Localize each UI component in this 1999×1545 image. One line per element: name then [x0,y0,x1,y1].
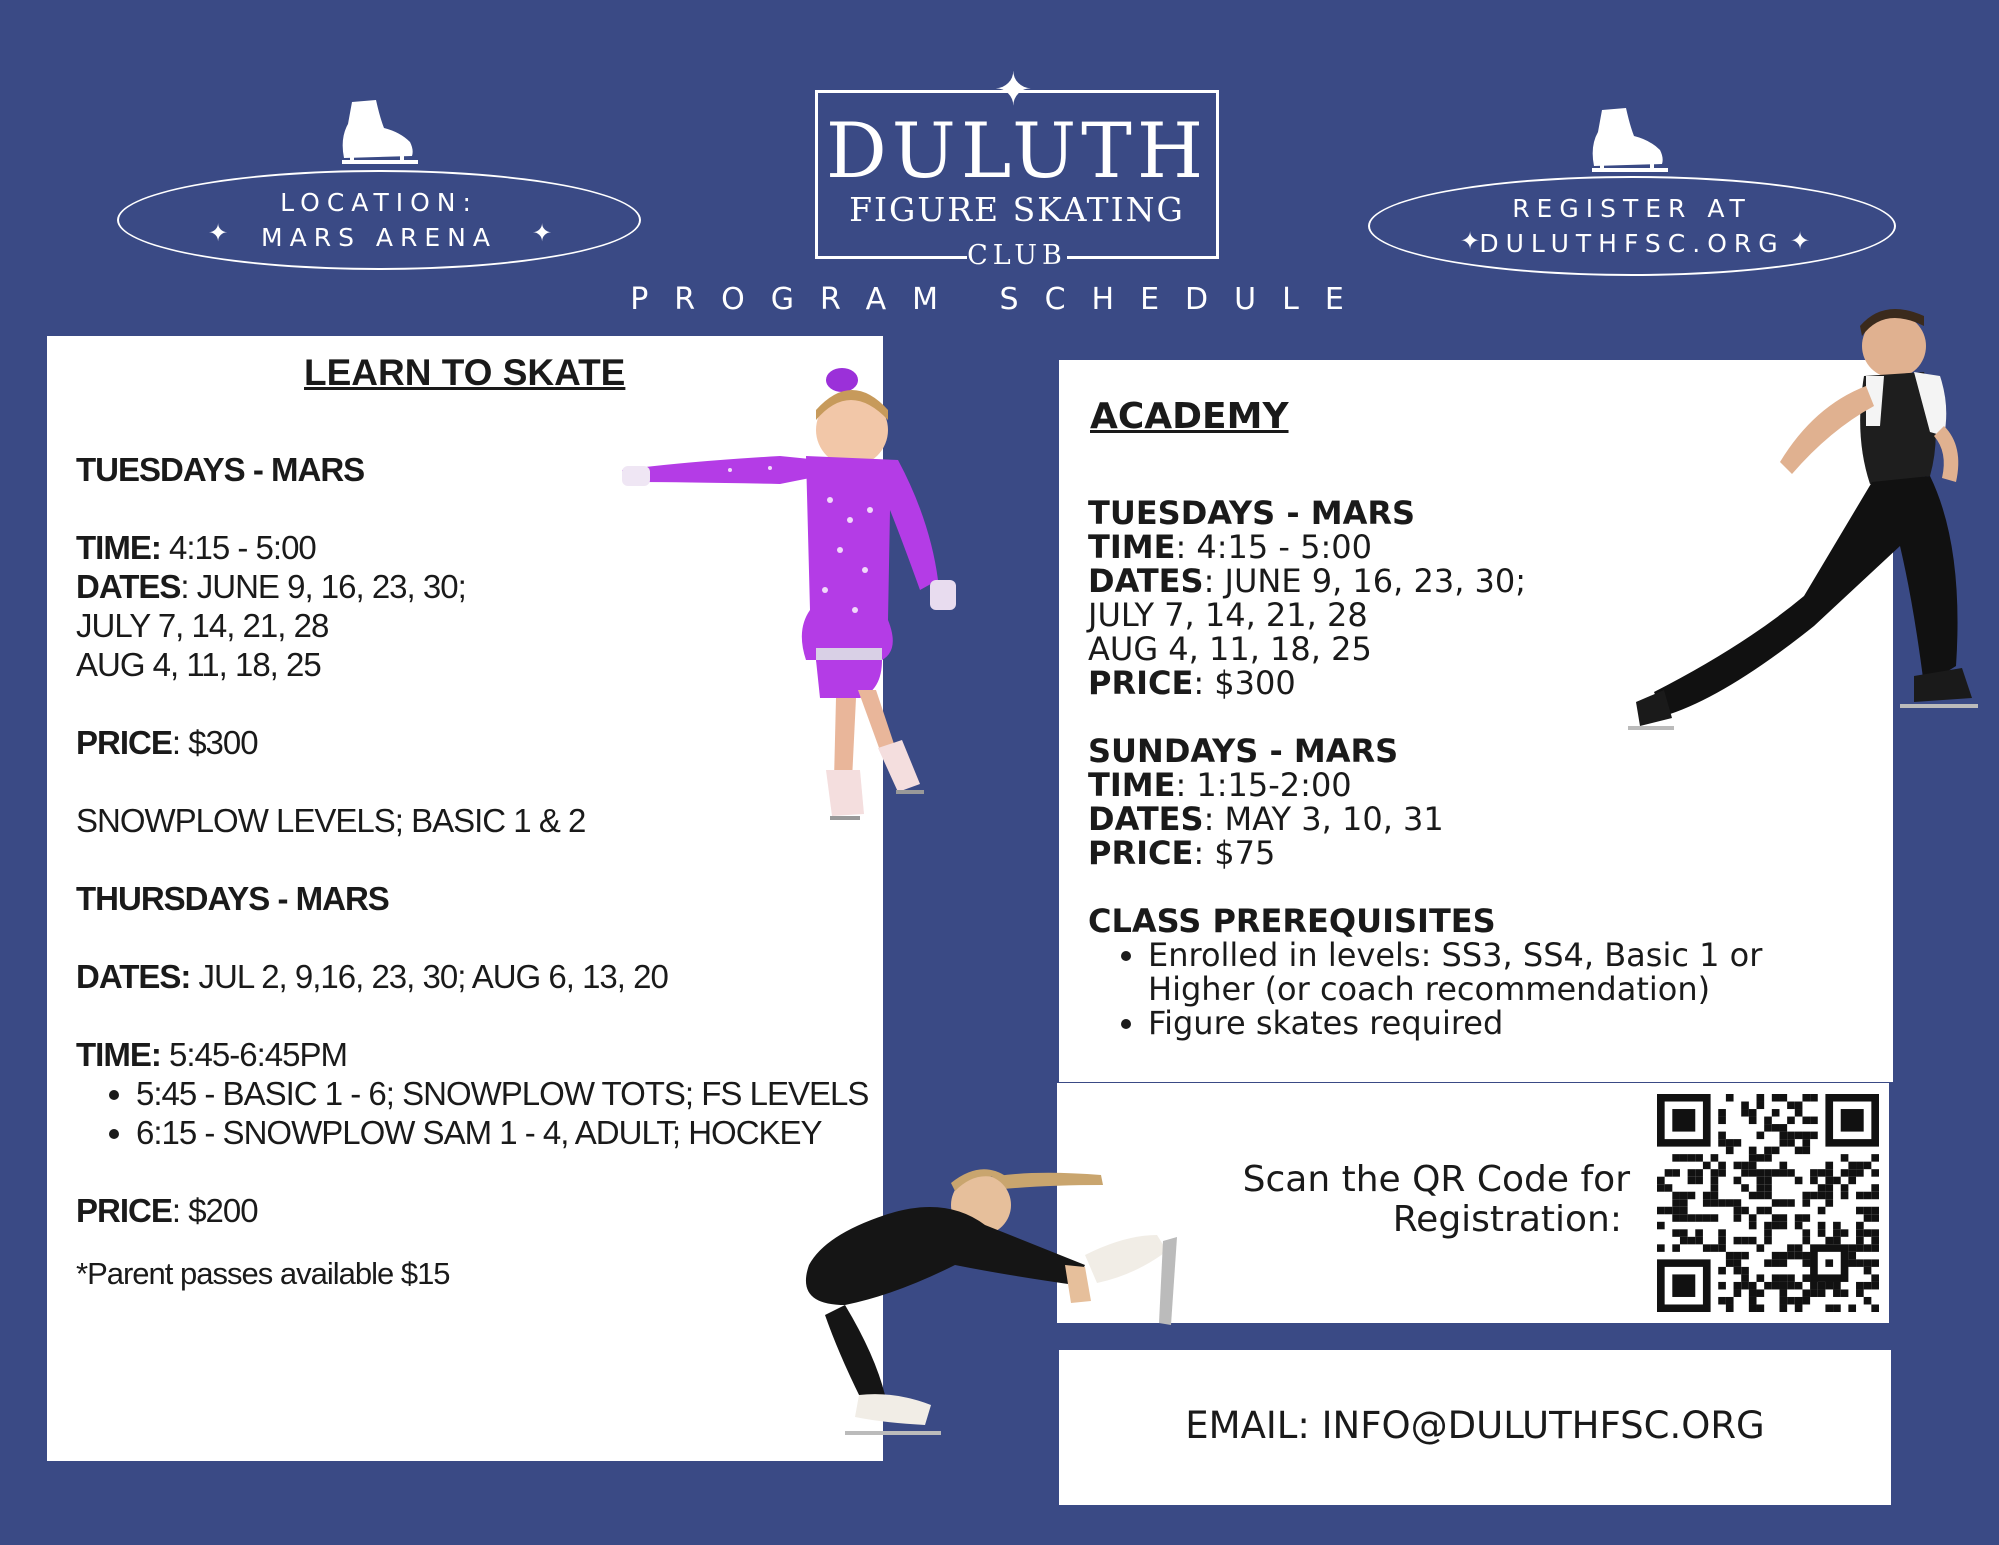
lts-thursdays-time: TIME: 5:45-6:45PM [76,1036,347,1073]
lts-tuesdays-dates: DATES: JUNE 9, 16, 23, 30; [76,568,466,605]
list-item: • 6:15 - SNOWPLOW SAM 1 - 4, ADULT; HOCKEY [136,1113,876,1152]
location-line2: MARS ARENA [261,223,497,252]
qr-caption-line1: Scan the QR Code for [1242,1159,1630,1200]
lts-tuesdays-price: PRICE: $300 [76,724,258,761]
academy-tuesdays-dates-3: AUG 4, 11, 18, 25 [1088,630,1372,668]
prereq-list [1088,938,1768,1040]
location-badge [117,170,641,270]
lts-sessions-list [76,1074,876,1152]
academy-sundays-dates: DATES: MAY 3, 10, 31 [1088,800,1444,838]
lts-tuesdays-heading: TUESDAYS - MARS [76,451,365,488]
sparkle-icon: ✦ [1790,228,1811,255]
sparkle-icon: ✦ [532,220,553,247]
lts-tuesdays-dates-3: AUG 4, 11, 18, 25 [76,646,321,683]
qr-caption-line2: Registration: [1392,1199,1622,1240]
registration-qr-code[interactable] [1657,1094,1879,1312]
list-item: • 5:45 - BASIC 1 - 6; SNOWPLOW TOTS; FS LEVELS [136,1074,876,1113]
skate-icon-left [330,98,420,172]
register-link[interactable]: DULUTHFSC.ORG [1479,229,1785,258]
qr-caption [1200,1160,1630,1240]
academy-tuesdays-dates: DATES: JUNE 9, 16, 23, 30; [1088,562,1527,600]
program-schedule-heading: PROGRAM SCHEDULE [630,282,1370,317]
skater-boy-image [1584,306,1984,740]
prereq-heading: CLASS PREREQUISITES [1088,902,1496,940]
sparkle-icon: ✦ [1460,228,1481,255]
lts-tuesdays-time: TIME: 4:15 - 5:00 [76,529,316,566]
academy-title: ACADEMY [1090,396,1289,437]
academy-sundays-time: TIME: 1:15-2:00 [1088,766,1352,804]
learn-to-skate-title: LEARN TO SKATE [304,352,626,393]
location-line1: LOCATION: [280,188,478,217]
logo-club: CLUB [967,240,1067,271]
lts-thursdays-dates: DATES: JUL 2, 9,16, 23, 30; AUG 6, 13, 20 [76,958,668,995]
list-item: • Enrolled in levels: SS3, SS4, Basic 1 or Higher (or coach recommendation) [1148,938,1768,1006]
skate-icon-right [1580,106,1670,180]
academy-sundays-price: PRICE: $75 [1088,834,1276,872]
sparkle-icon: ✦ [208,220,229,247]
lts-tuesdays-levels: SNOWPLOW LEVELS; BASIC 1 & 2 [76,802,586,839]
academy-tuesdays-heading: TUESDAYS - MARS [1088,494,1416,532]
academy-tuesdays-dates-2: JULY 7, 14, 21, 28 [1088,596,1368,634]
parent-pass-note: *Parent passes available $15 [76,1256,450,1291]
logo-duluth: DULUTH [825,106,1209,195]
email-link[interactable]: EMAIL: INFO@DULUTHFSC.ORG [1185,1404,1765,1447]
list-item: • Figure skates required [1148,1006,1768,1040]
register-badge[interactable] [1368,176,1896,276]
lts-thursdays-price: PRICE: $200 [76,1192,258,1229]
club-logo [815,90,1219,271]
lts-thursdays-heading: THURSDAYS - MARS [76,880,389,917]
star-icon: ✦ [994,63,1033,115]
academy-tuesdays-time: TIME: 4:15 - 5:00 [1088,528,1372,566]
lts-tuesdays-dates-2: JULY 7, 14, 21, 28 [76,607,329,644]
skater-girl-purple-image [620,360,970,830]
academy-tuesdays-price: PRICE: $300 [1088,664,1296,702]
register-line1: REGISTER AT [1512,194,1752,223]
logo-figure-skating: FIGURE SKATING [849,190,1185,229]
academy-sundays-heading: SUNDAYS - MARS [1088,732,1399,770]
skater-girl-black-image [785,1155,1205,1455]
